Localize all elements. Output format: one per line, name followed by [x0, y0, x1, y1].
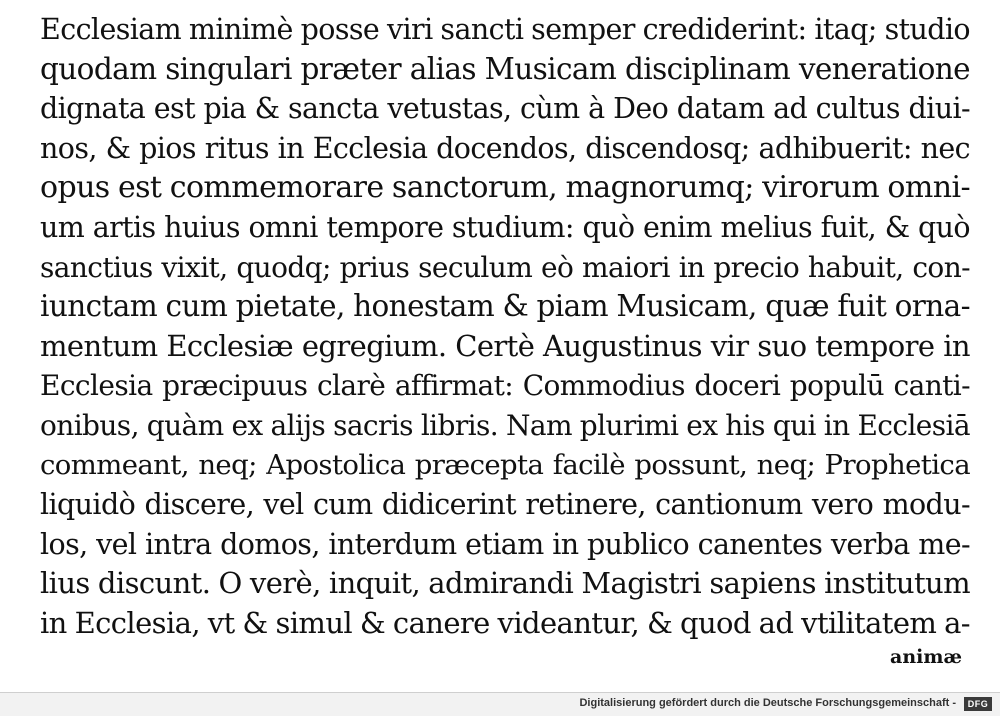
text-line: dignata est pia & sancta vetustas, cùm à Deo datam ad cultus diui-	[40, 92, 970, 126]
text-line: sanctius vixit, quodq; prius seculum eò maiori in precio habuit, con-	[40, 250, 970, 284]
text-line: Ecclesia præcipuus clarè affirmat: Commodius doceri populū canti-	[40, 369, 970, 403]
funding-credit: Digitalisierung gefördert durch die Deutsche Forschungsgemeinschaft -	[579, 697, 956, 709]
catchword: animæ	[890, 646, 962, 668]
text-line: Ecclesiam minimè posse viri sancti semper crediderint: itaq; studio	[40, 13, 970, 46]
text-line: iunctam cum pietate, honestam & piam Musicam, quæ fuit orna-	[40, 289, 970, 324]
text-line: nos, & pios ritus in Ecclesia docendos, discendosq; adhibuerit: nec	[40, 131, 970, 165]
text-line: onibus, quàm ex alijs sacris libris. Nam plurimi ex his qui in Ecclesiā	[40, 408, 970, 442]
text-line: mentum Ecclesiæ egregium. Certè Augustinus vir suo tempore in	[40, 328, 970, 363]
dfg-logo-icon: DFG	[964, 697, 992, 711]
text-line: los, vel intra domos, interdum etiam in publico canentes verba me-	[40, 527, 970, 561]
text-line: lius discunt. O verè, inquit, admirandi Magistri sapiens institutum	[40, 566, 970, 601]
text-line: opus est commemorare sanctorum, magnorumq; virorum omni-	[40, 170, 970, 206]
text-line: quodam singulari præter alias Musicam disciplinam veneratione	[40, 51, 970, 86]
body-text	[40, 10, 970, 644]
text-line: in Ecclesia, vt & simul & canere videantur, & quod ad vtilitatem a-	[40, 605, 970, 640]
text-line: um artis huius omni tempore studium: quò enim melius fuit, & quò	[40, 210, 970, 244]
footer-bar	[0, 692, 1000, 716]
text-line: commeant, neq; Apostolica præcepta facilè possunt, neq; Prophetica	[40, 448, 970, 481]
text-line: liquidò discere, vel cum didicerint retinere, cantionum vero modu-	[40, 488, 970, 522]
